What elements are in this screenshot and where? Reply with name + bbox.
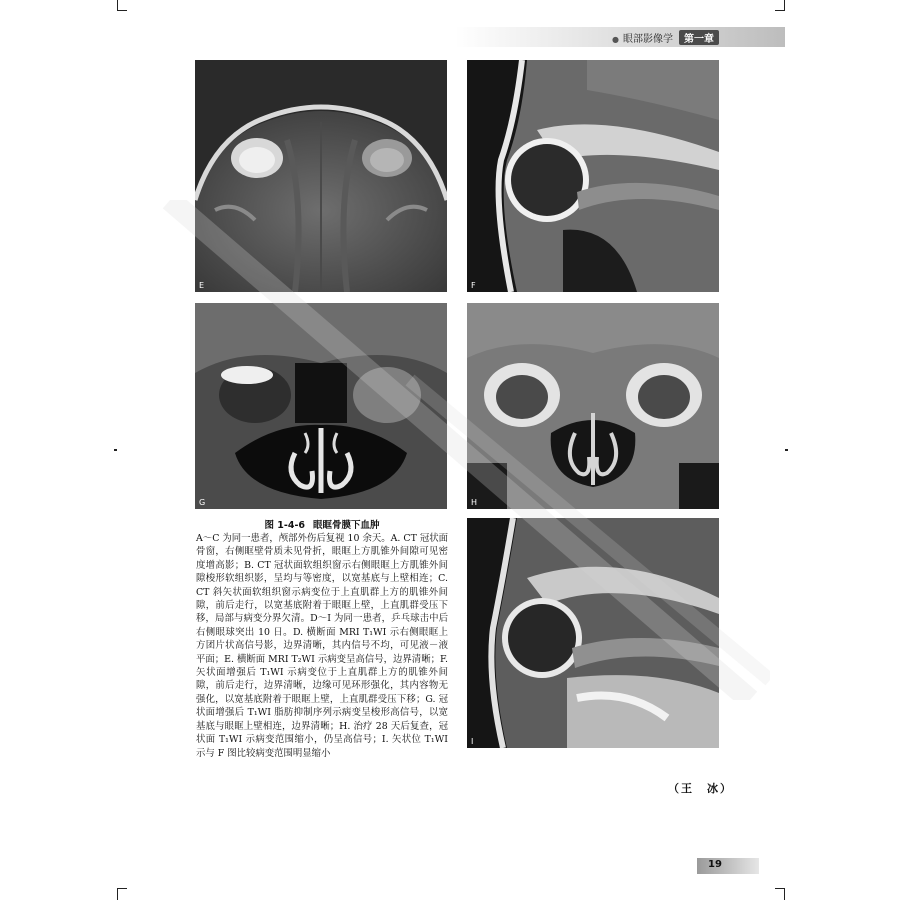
figure-caption-title [196,517,448,531]
chapter-tag: 第一章 [679,30,719,45]
crop-mark [784,0,785,10]
crop-mark [775,888,785,889]
page-number: 19 [708,859,722,870]
mri-panel-e [195,60,447,292]
mri-panel-i [467,518,719,748]
page-number-band [697,858,759,874]
figure-title: 眼眶骨膜下血肿 [313,520,380,531]
crop-mark [117,888,127,889]
crop-mark [117,10,127,11]
bullet-icon: ● [612,35,619,44]
mri-panel-g [195,303,447,509]
crop-mark [775,10,785,11]
crop-mark [785,449,788,451]
panel-label: H [471,498,478,507]
figure-number: 图 1-4-6 [264,520,305,531]
crop-mark [117,888,118,900]
book-title: 眼部影像学 [622,34,673,45]
panel-label: E [199,281,205,290]
panel-label: I [471,737,474,746]
author-credit: （王 冰） [668,782,733,795]
panel-label: F [471,281,476,290]
figure-caption-body: A～C 为同一患者，颅部外伤后复视 10 余天。A. CT 冠状面骨窗，右侧眶壁骨质未见骨折，眼眶上方肌锥外间隙可见密度增高影；B. CT 冠状面软组织窗示右侧眼眶上方肌锥外间隙梭形软组织影，呈均与等密度，以宽基底与上壁相连；C. CT 斜矢状面软组织窗示病变位于上直肌群上方的肌锥外间隙，前后走行，以宽基底附着于眼眶上壁，上直肌群受压下移，局部与病变分界欠清。D～I 为同一患者，乒乓球击中后右侧眼球突出 10 日。D. 横断面 MRI T₁WI 示右侧眼眶上方团片状高信号影，边界清晰，其内信号不均，可见液－液平面；E. 横断面 MRI T₂WI 示病变呈高信号，边界清晰；F. 矢状面增强后 T₁WI 示病变位于上直肌群上方的肌锥外间隙，前后走行，边界清晰，边缘可见环形强化，其内容物无强化，以宽基底附着于眼眶上壁，上直肌群受压下移；G. 冠状面增强后 T₁WI 脂肪抑制序列示病变呈梭形高信号，以宽基底与眼眶上壁相连，边界清晰；H. 治疗 28 天后复查，冠状面 T₁WI 示病变范围缩小，仍呈高信号；I. 矢状位 T₁WI 示与 F 图比较病变范围明显缩小 [196,533,448,759]
mri-panel-f [467,60,719,292]
crop-mark [784,888,785,900]
crop-mark [114,449,117,451]
crop-mark [117,0,118,10]
mri-panel-h [467,303,719,509]
running-header [612,30,719,45]
panel-label: G [199,498,206,507]
